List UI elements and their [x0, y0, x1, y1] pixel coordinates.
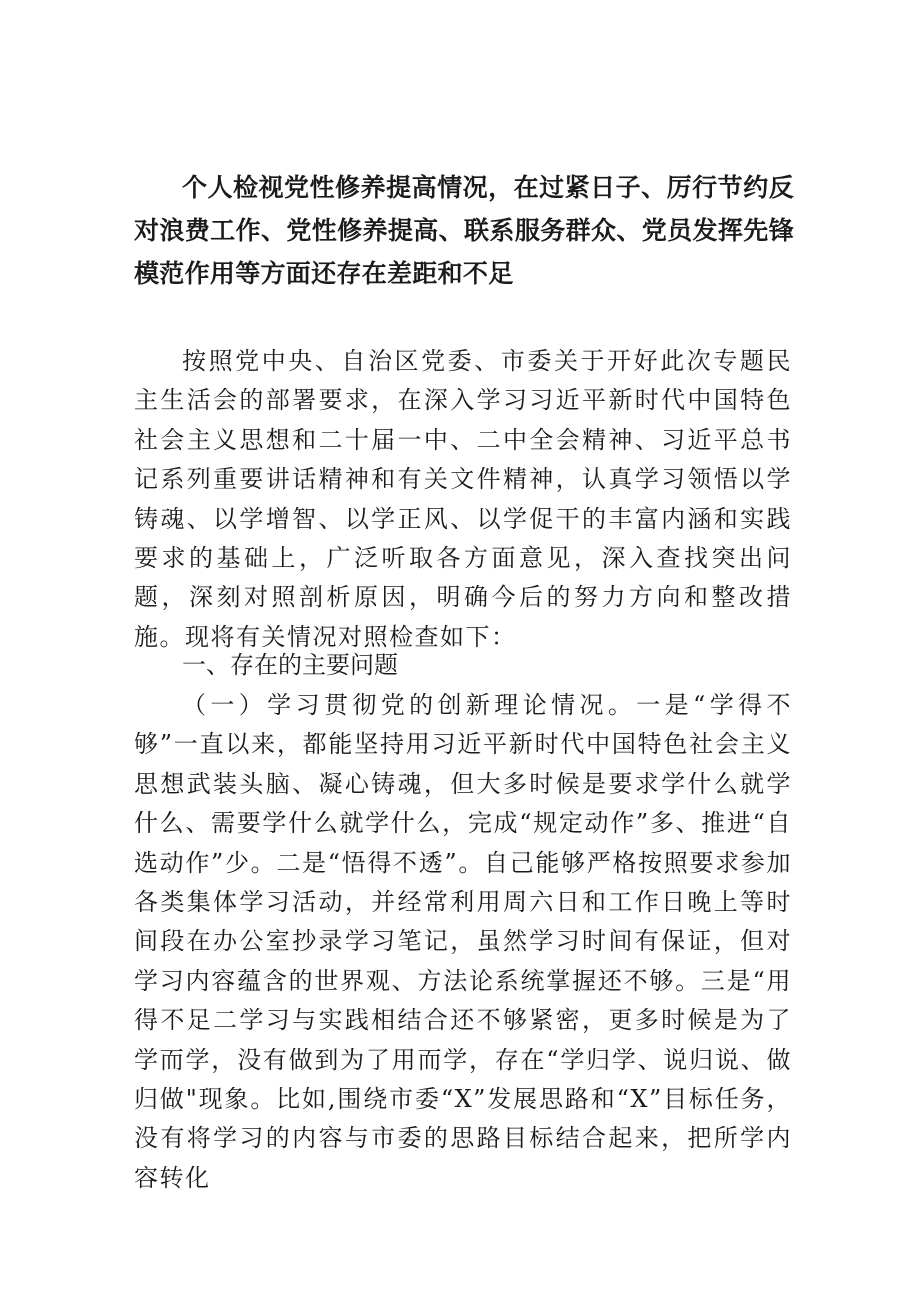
section-paragraph: （一）学习贯彻党的创新理论情况。一是“学得不够”一直以来，都能坚持用习近平新时代中国特色社会主义思想武装头脑、凝心铸魂，但大多时候是要求学什么就学什么、需要学什么就学什么，完成“规定动作”多、推进“自选动作”少。二是“悟得不透”。自己能够严格按照要求参加各类集体学习活动，并经常利用周六日和工作日晚上等时间段在办公室抄录学习笔记，虽然学习时间有保证，但对学习内容蕴含的世界观、方法论系统掌握还不够。三是“用得不足二学习与实践相结合还不够紧密，更多时候是为了学而学，没有做到为了用而学，存在“学归学、说归说、做归做"现象。比如,围绕市委“X”发展思路和“X”目标任务，没有将学习的内容与市委的思路目标结合起来，把所学内容转化: [134, 691, 792, 1192]
intro-paragraph: 按照党中央、自治区党委、市委关于开好此次专题民主生活会的部署要求，在深入学习习近平新时代中国特色社会主义思想和二十届一中、二中全会精神、习近平总书记系列重要讲话精神和有关文件精神，认真学习领悟以学铸魂、以学增智、以学正风、以学促干的丰富内涵和实践要求的基础上，广泛听取各方面意见，深入查找突出问题，深刻对照剖析原因，明确今后的努力方向和整改措施。现将有关情况对照检查如下：: [134, 347, 792, 651]
document-title: 个人检视党性修养提高情况，在过紧日子、厉行节约反对浪费工作、党性修养提高、联系服务群众、党员发挥先锋模范作用等方面还存在差距和不足: [134, 173, 794, 288]
section-heading: 一、存在的主要问题: [182, 651, 398, 679]
